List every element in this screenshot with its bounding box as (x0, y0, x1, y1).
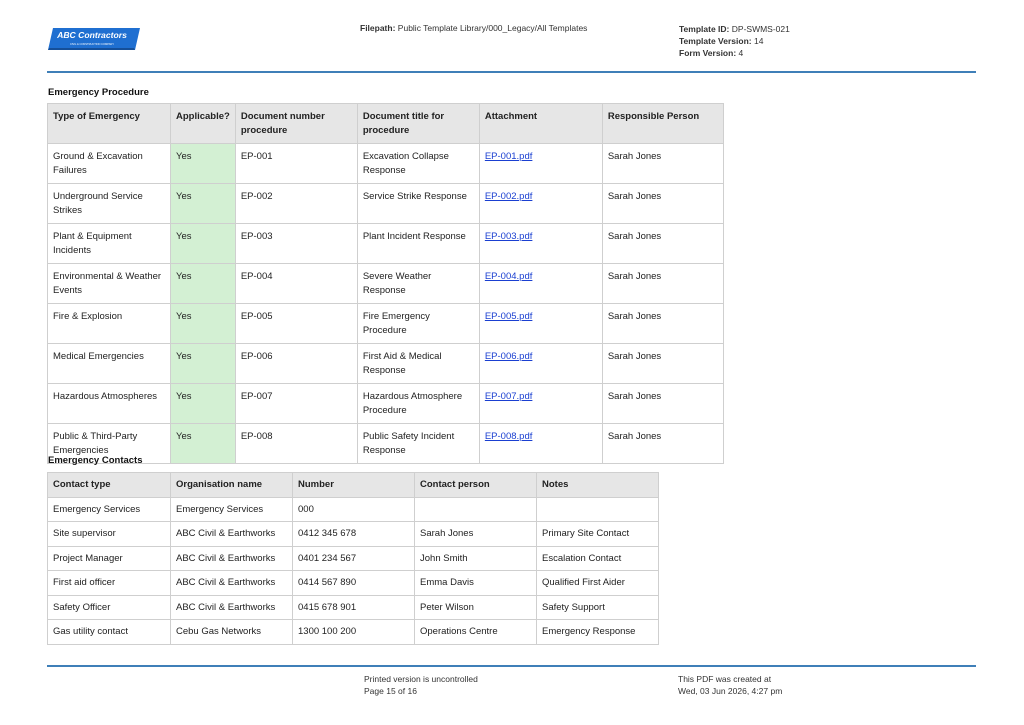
contact-number: 0414 567 890 (293, 571, 415, 596)
responsible-person: Sarah Jones (602, 384, 723, 424)
table-row (48, 546, 659, 571)
table-row (48, 384, 724, 424)
applicable-value: Yes (171, 384, 236, 424)
contact-notes: Safety Support (537, 595, 659, 620)
footer-left (364, 673, 478, 697)
table-header-row (48, 473, 659, 498)
filepath-label: Filepath: (360, 23, 396, 33)
footer-divider (47, 665, 976, 667)
document-number: EP-008 (235, 424, 357, 464)
document-title: First Aid & Medical Response (357, 344, 479, 384)
col-document-title: Document title for procedure (357, 104, 479, 144)
form-version-label: Form Version: (679, 48, 737, 58)
template-version-label: Template Version: (679, 36, 752, 46)
responsible-person: Sarah Jones (602, 144, 723, 184)
document-title: Service Strike Response (357, 184, 479, 224)
attachment-cell (479, 264, 602, 304)
contact-type: Project Manager (48, 546, 171, 571)
emergency-type: Public & Third-Party Emergencies (48, 424, 171, 464)
template-id-label: Template ID: (679, 24, 730, 34)
responsible-person: Sarah Jones (602, 304, 723, 344)
document-title: Hazardous Atmosphere Procedure (357, 384, 479, 424)
template-version (679, 35, 790, 47)
responsible-person: Sarah Jones (602, 424, 723, 464)
col-type-of-emergency: Type of Emergency (48, 104, 171, 144)
organisation-name: ABC Civil & Earthworks (171, 571, 293, 596)
emergency-type: Fire & Explosion (48, 304, 171, 344)
attachment-cell (479, 184, 602, 224)
footer-right (678, 673, 782, 697)
col-applicable: Applicable? (171, 104, 236, 144)
emergency-type: Hazardous Atmospheres (48, 384, 171, 424)
contact-person: Operations Centre (415, 620, 537, 645)
contact-number: 0401 234 567 (293, 546, 415, 571)
emergency-type: Plant & Equipment Incidents (48, 224, 171, 264)
organisation-name: ABC Civil & Earthworks (171, 595, 293, 620)
table-row (48, 344, 724, 384)
attachment-cell (479, 144, 602, 184)
document-number: EP-005 (235, 304, 357, 344)
emergency-type: Environmental & Weather Events (48, 264, 171, 304)
table-row (48, 620, 659, 645)
company-logo (48, 27, 140, 51)
col-attachment: Attachment (479, 104, 602, 144)
applicable-value: Yes (171, 224, 236, 264)
emergency-contacts-table (47, 472, 659, 645)
filepath (360, 23, 587, 33)
organisation-name: Cebu Gas Networks (171, 620, 293, 645)
attachment-link[interactable]: EP-004.pdf (484, 271, 533, 282)
attachment-link[interactable]: EP-001.pdf (484, 151, 533, 162)
col-notes: Notes (537, 473, 659, 498)
contact-person: Peter Wilson (415, 595, 537, 620)
col-number: Number (293, 473, 415, 498)
table-row (48, 571, 659, 596)
page-header (0, 0, 1024, 73)
contact-notes (537, 497, 659, 522)
template-version-value: 14 (753, 36, 764, 46)
contact-notes: Emergency Response (537, 620, 659, 645)
emergency-procedure-title: Emergency Procedure (48, 87, 149, 98)
emergency-procedure-table (47, 103, 724, 464)
emergency-type: Underground Service Strikes (48, 184, 171, 224)
logo-subtext: CIVIL & CONSTRUCTION COMPANY (69, 43, 115, 46)
header-divider (47, 71, 976, 73)
document-title: Fire Emergency Procedure (357, 304, 479, 344)
contact-number: 0412 345 678 (293, 522, 415, 547)
contact-person: John Smith (415, 546, 537, 571)
contact-type: Emergency Services (48, 497, 171, 522)
contact-person (415, 497, 537, 522)
form-version-value: 4 (738, 48, 744, 58)
responsible-person: Sarah Jones (602, 224, 723, 264)
document-number: EP-007 (235, 384, 357, 424)
page-number: Page 15 of 16 (364, 686, 417, 696)
attachment-cell (479, 224, 602, 264)
template-info (679, 23, 790, 59)
table-row (48, 224, 724, 264)
table-row (48, 144, 724, 184)
emergency-type: Medical Emergencies (48, 344, 171, 384)
contact-notes: Escalation Contact (537, 546, 659, 571)
template-id-value: DP-SWMS-021 (731, 24, 790, 34)
document-number: EP-003 (235, 224, 357, 264)
document-number: EP-001 (235, 144, 357, 184)
document-title: Severe Weather Response (357, 264, 479, 304)
contact-person: Sarah Jones (415, 522, 537, 547)
col-document-number: Document number procedure (235, 104, 357, 144)
applicable-value: Yes (171, 144, 236, 184)
table-row (48, 424, 724, 464)
document-title: Excavation Collapse Response (357, 144, 479, 184)
organisation-name: ABC Civil & Earthworks (171, 546, 293, 571)
attachment-cell (479, 384, 602, 424)
emergency-contacts-title: Emergency Contacts (48, 455, 143, 466)
col-organisation-name: Organisation name (171, 473, 293, 498)
created-timestamp: Wed, 03 Jun 2026, 4:27 pm (678, 686, 783, 696)
col-contact-type: Contact type (48, 473, 171, 498)
attachment-link[interactable]: EP-006.pdf (484, 351, 533, 362)
contact-type: Site supervisor (48, 522, 171, 547)
applicable-value: Yes (171, 184, 236, 224)
logo-text: ABC Contractors (57, 30, 127, 40)
attachment-link[interactable]: EP-002.pdf (484, 191, 533, 202)
form-version (679, 47, 790, 59)
table-row (48, 595, 659, 620)
applicable-value: Yes (171, 344, 236, 384)
responsible-person: Sarah Jones (602, 344, 723, 384)
document-number: EP-002 (235, 184, 357, 224)
attachment-cell (479, 304, 602, 344)
col-contact-person: Contact person (415, 473, 537, 498)
contact-number: 1300 100 200 (293, 620, 415, 645)
contact-type: Gas utility contact (48, 620, 171, 645)
table-row (48, 304, 724, 344)
contact-notes: Primary Site Contact (537, 522, 659, 547)
document-title: Public Safety Incident Response (357, 424, 479, 464)
uncontrolled-notice: Printed version is uncontrolled (364, 674, 478, 684)
filepath-value: Public Template Library/000_Legacy/All Templates (397, 23, 588, 33)
responsible-person: Sarah Jones (602, 264, 723, 304)
contact-notes: Qualified First Aider (537, 571, 659, 596)
organisation-name: ABC Civil & Earthworks (171, 522, 293, 547)
document-number: EP-004 (235, 264, 357, 304)
responsible-person: Sarah Jones (602, 184, 723, 224)
applicable-value: Yes (171, 424, 236, 464)
table-row (48, 184, 724, 224)
table-row (48, 522, 659, 547)
template-id (679, 23, 790, 35)
attachment-link[interactable]: EP-007.pdf (484, 391, 533, 402)
document-number: EP-006 (235, 344, 357, 384)
table-header-row (48, 104, 724, 144)
contact-type: First aid officer (48, 571, 171, 596)
emergency-type: Ground & Excavation Failures (48, 144, 171, 184)
organisation-name: Emergency Services (171, 497, 293, 522)
document-title: Plant Incident Response (357, 224, 479, 264)
attachment-cell (479, 424, 602, 464)
contact-number: 000 (293, 497, 415, 522)
table-row (48, 264, 724, 304)
attachment-link[interactable]: EP-005.pdf (484, 311, 533, 322)
applicable-value: Yes (171, 304, 236, 344)
applicable-value: Yes (171, 264, 236, 304)
created-label: This PDF was created at (678, 674, 772, 684)
attachment-link[interactable]: EP-003.pdf (484, 231, 533, 242)
table-row (48, 497, 659, 522)
contact-number: 0415 678 901 (293, 595, 415, 620)
contact-person: Emma Davis (415, 571, 537, 596)
attachment-link[interactable]: EP-008.pdf (484, 431, 533, 442)
attachment-cell (479, 344, 602, 384)
contact-type: Safety Officer (48, 595, 171, 620)
col-responsible-person: Responsible Person (602, 104, 723, 144)
